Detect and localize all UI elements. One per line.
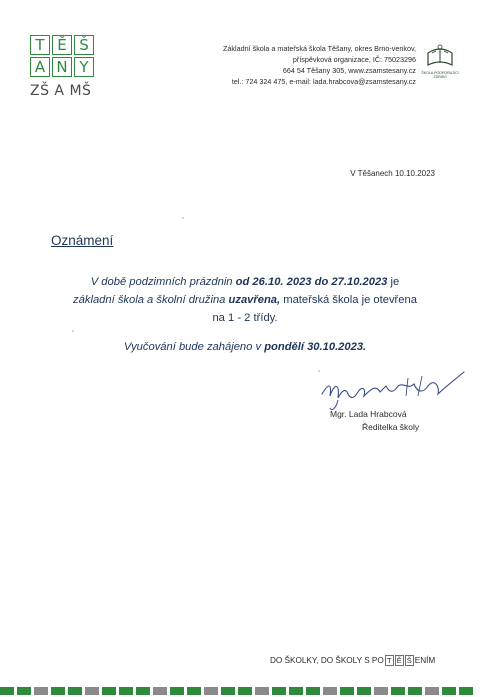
closed-status: uzavřena, — [228, 294, 281, 306]
resume-paragraph — [40, 339, 450, 355]
signer-role: Ředitelka školy — [362, 422, 420, 432]
logo-letter: T — [30, 35, 50, 55]
footer-bar-segment — [68, 687, 82, 695]
footer-bar-segment — [221, 687, 235, 695]
address-line: tel.: 724 324 475, e-mail: lada.hrabcova@zsamstesany.cz — [231, 77, 416, 86]
announcement-text: na 1 - 2 třídy. — [212, 312, 278, 324]
scan-speck — [182, 217, 184, 219]
logo-subtitle: ZŠ A MŠ — [30, 83, 92, 99]
holiday-dates: od 26.10. 2023 do 27.10.2023 — [235, 276, 388, 288]
logo-letter: A — [30, 57, 50, 77]
footer-bar-segment — [272, 687, 286, 695]
resume-text: Vyučování bude zahájeno v — [123, 341, 265, 353]
address-line: Základní škola a mateřská škola Těšany, okres Brno-venkov, — [223, 44, 416, 53]
school-logo — [30, 35, 100, 99]
footer-bar-segment — [357, 687, 371, 695]
announcement-text: V době podzimních prázdnin — [90, 276, 236, 288]
address-line: 664 54 Těšany 305, www.zsamstesany.cz — [282, 66, 416, 75]
logo-letter: Y — [74, 57, 94, 77]
footer-slogan — [270, 655, 435, 666]
footer-bar-segment — [51, 687, 65, 695]
footer-bar-segment — [102, 687, 116, 695]
school-address-block — [200, 43, 416, 87]
document-date: V Těšanech 10.10.2023 — [350, 169, 435, 178]
signer-name: Mgr. Lada Hrabcová — [330, 409, 407, 419]
handwritten-signature — [318, 364, 468, 414]
footer-bar-segment — [391, 687, 405, 695]
footer-bar-segment — [34, 687, 48, 695]
footer-bar-segment — [340, 687, 354, 695]
slogan-letter-box: Ě — [396, 656, 402, 665]
slogan-prefix: DO ŠKOLKY, DO ŠKOLY S PO — [270, 656, 384, 665]
footer-bar-segment — [204, 687, 218, 695]
page-title: Oznámení — [51, 233, 114, 248]
footer-bar-segment — [459, 687, 473, 695]
announcement-text: je — [387, 276, 400, 288]
footer-bar-segment — [374, 687, 388, 695]
footer-bar-segment — [255, 687, 269, 695]
footer-bar-segment — [0, 687, 14, 695]
slogan-letter-box: T — [385, 655, 394, 666]
footer-bar-segment — [119, 687, 133, 695]
footer-bar-segment — [170, 687, 184, 695]
slogan-suffix: ENÍM — [414, 656, 436, 665]
footer-bar-segment — [408, 687, 422, 695]
logo-letter: Ě — [52, 35, 72, 55]
resume-date: pondělí 30.10.2023. — [264, 341, 367, 353]
footer-bar-segment — [425, 687, 439, 695]
footer-bar-segment — [323, 687, 337, 695]
announcement-paragraph — [40, 273, 450, 327]
logo-letter-grid — [30, 35, 100, 77]
emblem-caption: ŠKOLA PODPORUJÍCÍ ZDRAVÍ — [421, 71, 459, 79]
signer-block — [330, 408, 435, 434]
footer-bar-segment — [17, 687, 31, 695]
footer-bar-segment — [306, 687, 320, 695]
footer-bar-segment — [85, 687, 99, 695]
footer-bar-segment — [136, 687, 150, 695]
logo-letter: N — [52, 57, 72, 77]
footer-decorative-bar — [0, 687, 485, 695]
logo-letter: Š — [74, 35, 94, 55]
footer-bar-segment — [238, 687, 252, 695]
announcement-text: mateřská škola je otevřena — [280, 294, 417, 306]
scan-speck — [318, 370, 320, 372]
address-line: příspěvková organizace, IČ: 75023296 — [292, 55, 416, 64]
footer-bar-segment — [187, 687, 201, 695]
slogan-letter-box: Š — [406, 656, 412, 665]
announcement-text: základní škola a školní družina — [73, 294, 229, 306]
footer-bar-segment — [153, 687, 167, 695]
slogan-letter-boxes — [385, 655, 414, 666]
footer-bar-segment — [442, 687, 456, 695]
footer-bar-segment — [289, 687, 303, 695]
scan-speck — [72, 330, 74, 332]
